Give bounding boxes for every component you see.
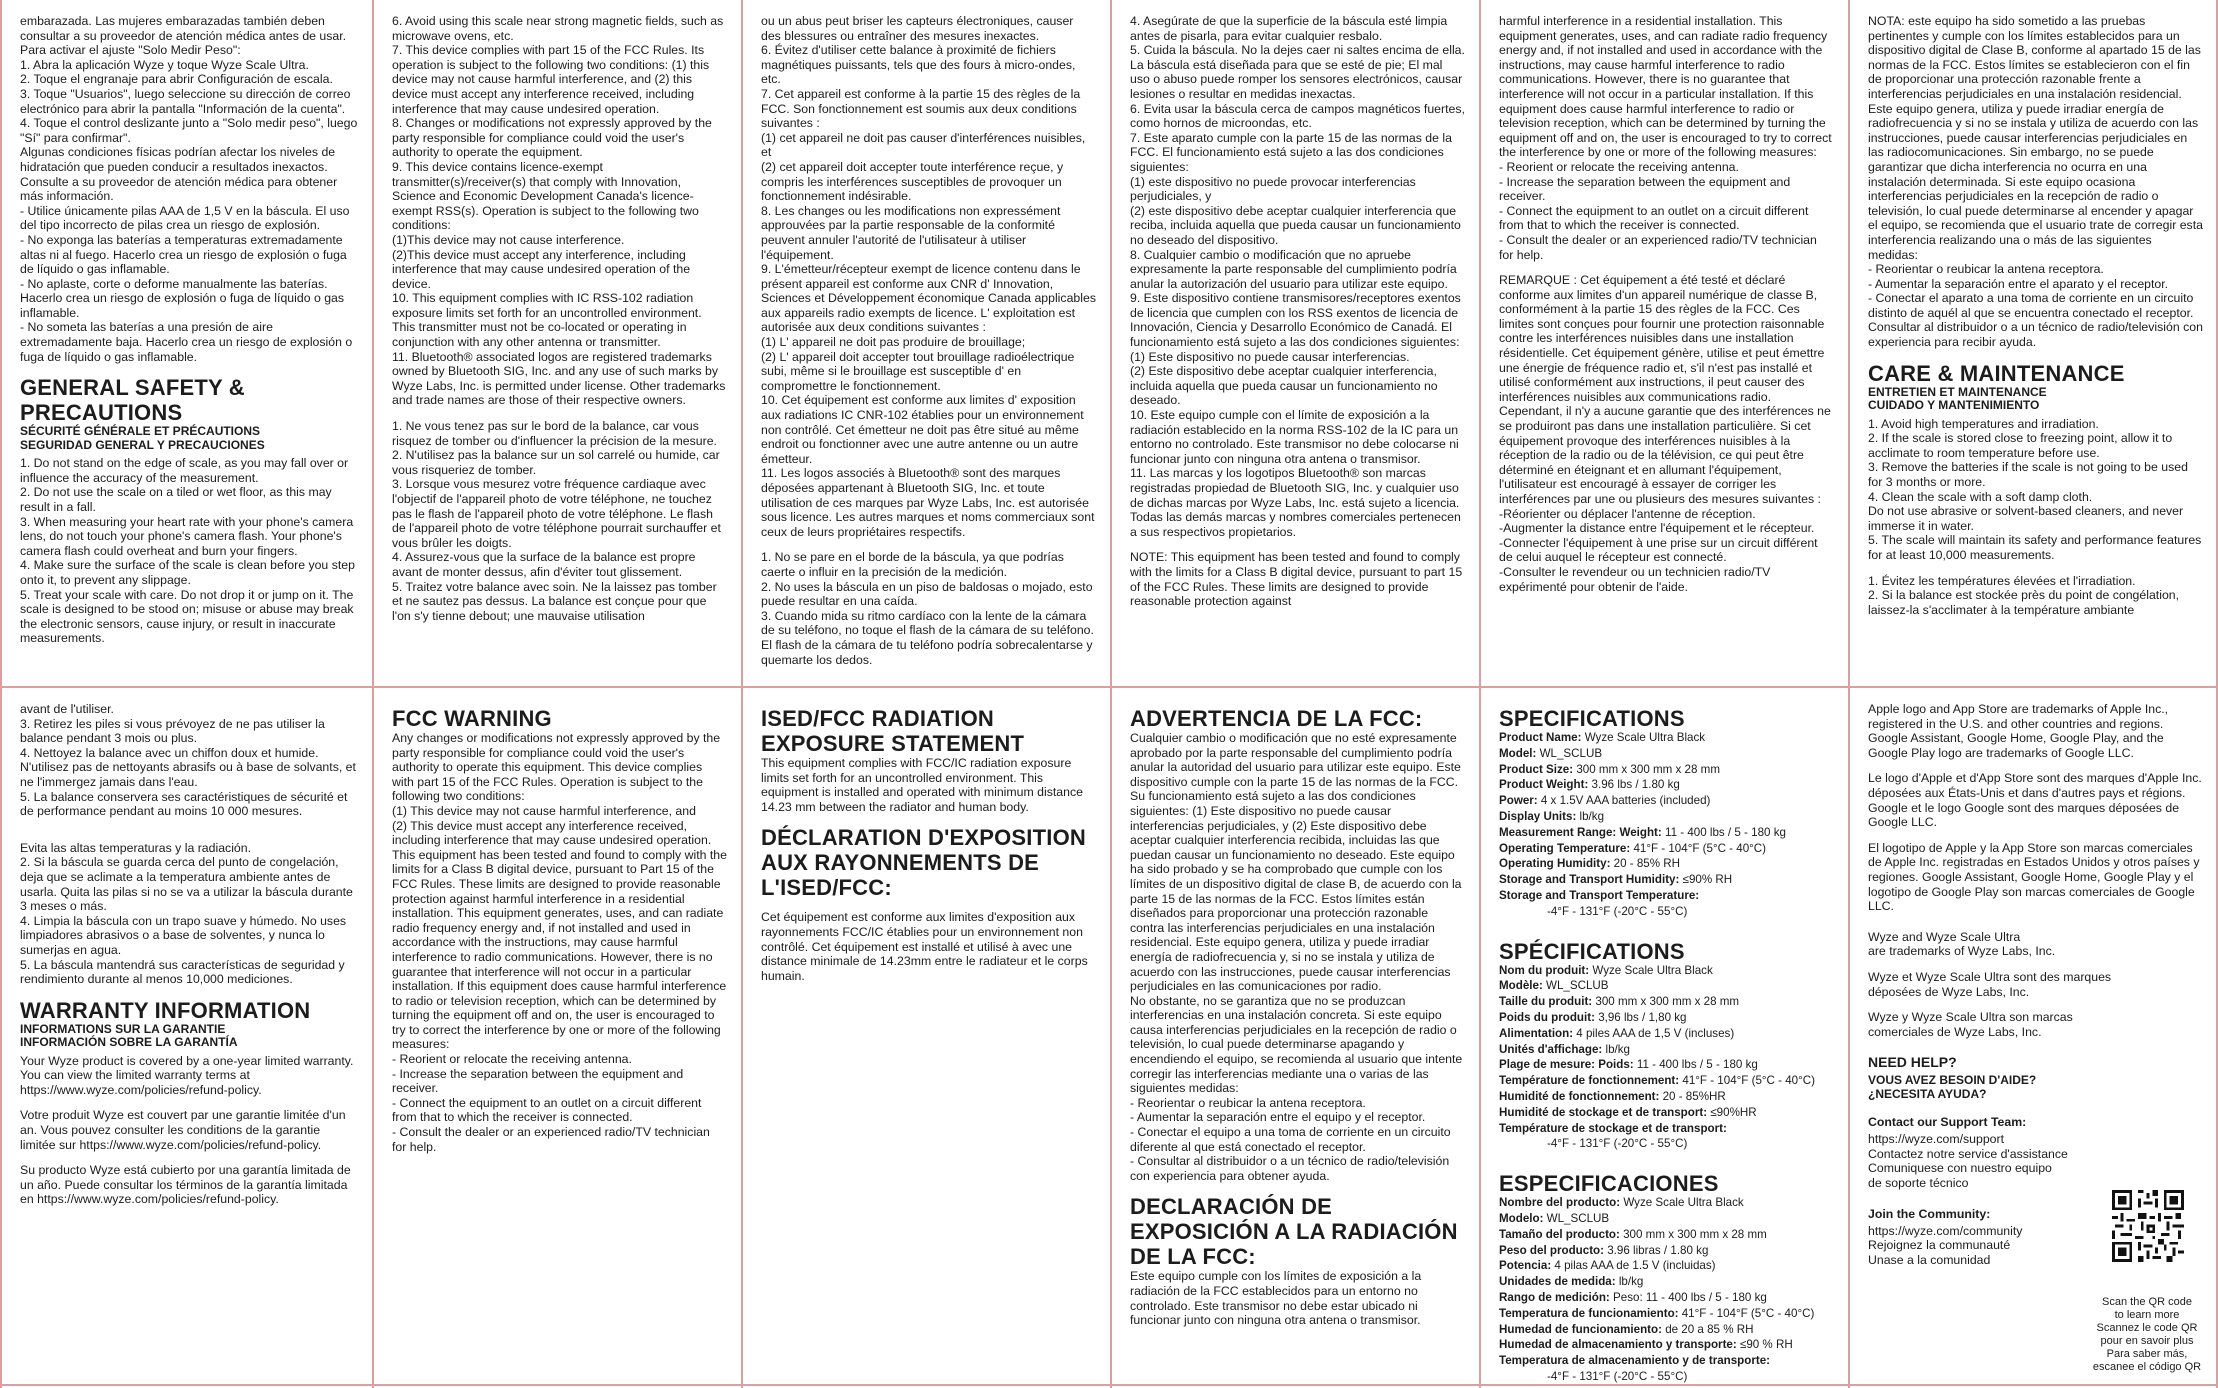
spec-label: Poids du produit: bbox=[1499, 1010, 1595, 1024]
spec-value: 20 - 85%HR bbox=[1659, 1089, 1726, 1103]
panel-top-4 bbox=[1110, 14, 1479, 686]
spec-value: -4°F - 131°F (-20°C - 55°C) bbox=[1547, 904, 1688, 918]
spec-value: 41°F - 104°F (5°C - 40°C) bbox=[1678, 1306, 1815, 1320]
care-list-french: 1. Évitez les températures élevées et l'irradiation. 2. Si la balance est stockée près du point de congélation, laissez-la s'acclimater à la température ambiante bbox=[1868, 573, 2180, 617]
spec-row bbox=[1499, 1090, 1834, 1104]
spec-label: Model: bbox=[1499, 746, 1537, 760]
spec-row bbox=[1499, 763, 1834, 777]
spec-value: Peso: 11 - 400 lbs / 5 - 180 kg bbox=[1609, 1290, 1767, 1304]
safety-list-spanish: 1. No se pare en el borde de la báscula, ya que podrías caerte o influir en la precisión de la medición. 2. No uses la báscula en un piso de baldosas o mojado, esto puede resultar en una caída. 3. Cuando mida su ritmo cardíaco con la lente de la cámara de su teléfono, no toque el flash de la cámara de su teléfono. El flash de la cámara de tu teléfono podría sobrecalentarse y quemarte los dedos. bbox=[761, 550, 1094, 667]
panel-bottom-1 bbox=[0, 702, 372, 1384]
spec-row bbox=[1499, 1011, 1834, 1025]
spec-row bbox=[1499, 1228, 1834, 1242]
care-maintenance-heading: CARE & MAINTENANCE bbox=[1868, 360, 2125, 386]
spec-row bbox=[1499, 1307, 1834, 1321]
fcc-radiation-text-es: Este equipo cumple con los límites de exposición a la radiación de la FCC establecidos para un entorno no controlado. Este transmisor no debe estar ubicado ni funcionar junto con ninguna otra antena o transmisor. bbox=[1130, 1269, 1422, 1328]
spec-label: Temperatura de funcionamiento: bbox=[1499, 1306, 1679, 1320]
panel-bottom-3 bbox=[741, 702, 1110, 1384]
trademark-apple-google-en: Apple logo and App Store are trademarks of Apple Inc., registered in the U.S. and other countries and regions. Google Assistant, Google Home, Google Play, and the Google Play logo are trademarks of Google LLC. bbox=[1868, 702, 2169, 760]
care-list-spanish: Evita las altas temperaturas y la radiación. 2. Si la báscula se guarda cerca del punto de congelación, deja que se aclimate a la temperatura ambiente antes de usarla. Quita las pilas si no se va a utilizar la báscula durante 3 meses o más. 4. Limpia la báscula con un trapo suave y húmedo. No uses limpiadores abrasivos o a base de solventes, y nunca lo sumerjas en agua. 5. La báscula mantendrá sus características de seguridad y rendimiento durante al menos 10,000 mediciones. bbox=[20, 840, 353, 987]
spec-row bbox=[1499, 1244, 1834, 1258]
spec-row bbox=[1499, 1196, 1834, 1210]
spec-label: Nom du produit: bbox=[1499, 963, 1590, 977]
fcc-radiation-heading-es: DECLARACIÓN DE EXPOSICIÓN A LA RADIACIÓN DE LA FCC: bbox=[1130, 1194, 1458, 1270]
spec-row bbox=[1499, 873, 1834, 887]
spec-label: Storage and Transport Humidity: bbox=[1499, 873, 1680, 887]
warranty-english: Your Wyze product is covered by a one-year limited warranty. You can view the limited warranty terms at https://www.wyze.com/policies/refund-policy. bbox=[20, 1053, 354, 1097]
spec-value: Wyze Scale Ultra Black bbox=[1620, 1196, 1744, 1210]
trademark-wyze-fr: Wyze et Wyze Scale Ultra sont des marques déposées de Wyze Labs, Inc. bbox=[1868, 969, 2112, 999]
fcc-warning-heading-es: ADVERTENCIA DE LA FCC: bbox=[1130, 706, 1423, 731]
panel-bottom-6 bbox=[1848, 702, 2218, 1384]
spec-label: Température de stockage et de transport: bbox=[1499, 1121, 1727, 1135]
safety-list-french: 1. Ne vous tenez pas sur le bord de la balance, car vous risquez de tomber ou d'influencer la précision de la mesure. 2. N'utilisez pas la balance sur un sol carrelé ou humide, car vous risqueriez de tomber. 3. Lorsque vous mesurez votre fréquence cardiaque avec l'objectif de l'appareil photo de votre téléphone, ne touchez pas le flash de l'appareil photo de votre téléphone. Le flash de l'appareil photo de votre téléphone pourrait surchauffer et vous brûler les doigts. 4. Assurez-vous que la surface de la balance est propre avant de monter dessus, afin d'éviter tout glissement. 5. Traitez votre balance avec soin. Ne la laissez pas tomber et ne sautez pas dessus. La balance est conçue pour que l'on s'y tienne debout; une mauvaise utilisation bbox=[392, 419, 721, 623]
spec-value: lb/kg bbox=[1576, 809, 1605, 823]
panel-bottom-2 bbox=[372, 702, 741, 1384]
spec-row bbox=[1499, 1323, 1834, 1337]
fold-divider bbox=[0, 686, 2218, 688]
spec-value: de 20 a 85 % RH bbox=[1661, 1322, 1754, 1336]
community-heading: Join the Community: bbox=[1868, 1206, 1991, 1221]
fcc-warning-text-es: Cualquier cambio o modificación que no esté expresamente aprobado por la parte responsable del cumplimiento podría anular la autoridad del usuario para utilizar este equipo. Este dispositivo cumple con la parte 15 de las normas de la FCC. Su funcionamiento está sujeto a las dos condiciones siguientes: (1) Este dispositivo no puede causar interferencias perjudiciales, y (2) Este dispositivo debe aceptar cualquier interferencia recibida, incluidas las que puedan causar un funcionamiento no deseado. Este equipo ha sido probado y se ha comprobado que cumple con los límites de un dispositivo digital de clase B, de acuerdo con la parte 15 de las normas de la FCC. Estos límites están diseñados para proporcionar una protección razonable contra las interferencias perjudiciales en una instalación residencial. Este equipo genera, utiliza y puede irradiar energía de radiofrecuencia y, si no se instala y utiliza de acuerdo con las instrucciones, puede causar interferencias perjudiciales en las comunicaciones por radio. No obstante, no se garantiza que no se produzcan interferencias en una instalación concreta. Si este equipo causa interferencias perjudiciales en la recepción de radio o televisión, lo cual puede determinarse apagando y encendiendo el equipo, se recomienda al usuario que intente corregir las interferencias mediante una o varias de las siguientes medidas: - Reorientar o reubicar la antena receptora. - Aumentar la separación entre el equipo y el receptor. - Conectar el equipo a una toma de corriente en un circuito diferente al que está conectado el receptor. - Consultar al distribuidor o a un técnico de radio/televisión con experiencia para obtener ayuda. bbox=[1130, 731, 1463, 1183]
spec-value: lb/kg bbox=[1615, 1275, 1644, 1289]
spec-label: Modèle: bbox=[1499, 979, 1543, 993]
ised-fcc-radiation-heading-fr: DÉCLARATION D'EXPOSITION AUX RAYONNEMENTS DE L'ISED/FCC: bbox=[761, 825, 1086, 901]
panel-top-3 bbox=[741, 14, 1110, 686]
spec-row bbox=[1499, 1338, 1834, 1352]
spec-label: Rango de medición: bbox=[1499, 1290, 1610, 1304]
spec-row bbox=[1499, 1212, 1834, 1226]
spec-row bbox=[1499, 979, 1834, 993]
spec-value: 4 pilas AAA de 1.5 V (incluidas) bbox=[1551, 1259, 1716, 1273]
need-help-subheading: VOUS AVEZ BESOIN D'AIDE? ¿NECESITA AYUDA? bbox=[1868, 1073, 2037, 1101]
bottom-edge bbox=[0, 1384, 2218, 1386]
specs-list-es bbox=[1499, 1196, 1834, 1384]
spec-row bbox=[1499, 1074, 1834, 1088]
spec-value: Wyze Scale Ultra Black bbox=[1589, 963, 1713, 977]
spec-label: Power: bbox=[1499, 794, 1538, 808]
specs-list-en bbox=[1499, 731, 1834, 919]
fcc-warning-heading: FCC WARNING bbox=[392, 706, 552, 731]
spec-value: 3,96 lbs / 1,80 kg bbox=[1594, 1010, 1687, 1024]
spec-label: Taille du produit: bbox=[1499, 995, 1593, 1009]
spec-value: 300 mm x 300 mm x 28 mm bbox=[1619, 1227, 1767, 1241]
spec-row bbox=[1499, 1027, 1834, 1041]
spec-row bbox=[1499, 810, 1834, 824]
spec-label: Plage de mesure: Poids: bbox=[1499, 1058, 1634, 1072]
support-text: https://wyze.com/support Contactez notre service d'assistance Comuniquese con nuestro equipo de soporte técnico bbox=[1868, 1132, 2068, 1191]
specs-list-fr bbox=[1499, 964, 1834, 1152]
spec-label: Modelo: bbox=[1499, 1211, 1544, 1225]
warranty-heading: WARRANTY INFORMATION bbox=[20, 997, 311, 1023]
spec-label: Product Size: bbox=[1499, 762, 1574, 776]
spec-label: Humidité de fonctionnement: bbox=[1499, 1089, 1660, 1103]
spec-label: Peso del producto: bbox=[1499, 1243, 1604, 1257]
specs-heading-es: ESPECIFICACIONES bbox=[1499, 1171, 1719, 1197]
ised-fcc-radiation-heading: ISED/FCC RADIATION EXPOSURE STATEMENT bbox=[761, 706, 1025, 756]
need-help-heading: NEED HELP? bbox=[1868, 1054, 1957, 1071]
spec-label: Unidades de medida: bbox=[1499, 1275, 1616, 1289]
spec-row bbox=[1499, 1275, 1834, 1289]
warranty-spanish: Su producto Wyze está cubierto por una garantía limitada de un año. Puede consultar los términos de la garantía limitada en https://www.wyze.com/policies/refund-policy. bbox=[20, 1163, 351, 1207]
spec-row bbox=[1499, 964, 1834, 978]
spec-value: 3.96 lbs / 1.80 kg bbox=[1588, 778, 1680, 792]
spec-row bbox=[1499, 857, 1834, 871]
fcc-note-french: REMARQUE : Cet équipement a été testé et déclaré conforme aux limites d'un appareil numérique de classe B, conformément à la partie 15 des règles de la FCC. Ces limites sont conçues pour fournir une protection raisonnable contre les interférences nuisibles dans une installation résidentielle. Cet équipement génère, utilise et peut émettre une énergie de fréquence radio et, s'il n'est pas installé et utilisé conformément aux instructions, il peut causer des interférences nuisibles aux communications radio. Cependant, il n'y a aucune garantie que des interférences ne se produiront pas dans une installation particulière. Si cet équipement provoque des interférences nuisibles à la réception de la radio ou de la télévision, ce qui peut être déterminé en éteignant et en allumant l'équipement, l'utilisateur est encouragé à essayer de corriger les interférences par une ou plusieurs des mesures suivantes : -Réorienter ou déplacer l'antenne de réception. -Augmenter la distance entre l'équipement et le récepteur. -Connecter l'équipement à une prise sur un circuit différent de celui auquel le récepteur est connecté. -Consulter le revendeur ou un technicien radio/TV expérimenté pour obtenir de l'aide. bbox=[1499, 273, 1831, 594]
qr-caption: Scan the QR code to learn more Scannez le code QR pour en savoir plus Para saber más, escanee el código QR bbox=[2092, 1296, 2202, 1373]
trademark-apple-google-es: El logotipo de Apple y la App Store son marcas comerciales de Apple Inc. registradas en Estados Unidos y otros países y regiones. Google Assistant, Google Home, Google Play y el logotipo de Google Play son marcas comerciales de Google LLC. bbox=[1868, 840, 2200, 914]
trademark-wyze-es: Wyze y Wyze Scale Ultra son marcas comerciales de Wyze Labs, Inc. bbox=[1868, 1010, 2073, 1039]
spec-row bbox=[1499, 1137, 1834, 1151]
panel-bottom-4 bbox=[1110, 702, 1479, 1384]
spec-label: Humedad de almacenamiento y transporte: bbox=[1499, 1338, 1737, 1352]
spec-value: 41°F - 104°F (5°C - 40°C) bbox=[1679, 1074, 1815, 1088]
safety-list-english: 6. Avoid using this scale near strong magnetic fields, such as microwave ovens, etc. 7. This device complies with part 15 of the FCC Rules. Its operation is subject to the following two conditions: (1) this device may not cause harmful interference, and (2) this device must accept any interference received, including interference that may cause undesired operation. 8. Changes or modifications not expressly approved by the party responsible for compliance could void the user's authority to operate the equipment. 9. This device contains licence-exempt transmitter(s)/receiver(s) that comply with Innovation, Science and Economic Development Canada's licence-exempt RSS(s). Operation is subject to the following two conditions: (1)This device may not cause interference. (2)This device must accept any interference, including interference that may cause undesired operation of the device. 10. This equipment complies with IC RSS-102 radiation exposure limits set forth for an uncontrolled environment. This transmitter must not be co-located or operating in conjunction with any other antenna or transmitter. 11. Bluetooth® associated logos are registered trademarks owned by Bluetooth SIG, Inc. and any use of such marks by Wyze Labs, Inc. is permitted under license. Other trademarks and trade names are those of their respective owners. bbox=[392, 14, 726, 408]
spec-value: -4°F - 131°F (-20°C - 55°C) bbox=[1547, 1369, 1688, 1383]
fcc-note-spanish: NOTA: este equipo ha sido sometido a las pruebas pertinentes y cumple con los límites establecidos para un dispositivo digital de Clase B, conforme al apartado 15 de las normas de la FCC. Estos límites se establecieron con el fin de proporcionar una protección razonable frente a interferencias perjudiciales en una instalación residencial. Este equipo genera, utiliza y puede irradiar energía de radiofrecuencia y si no se instala y utiliza de acuerdo con las instrucciones, puede causar interferencias perjudiciales en las radiocomunicaciones. Sin embargo, no se puede garantizar que dicha interferencia no ocurra en una instalación determinada. Si este equipo ocasiona interferencias perjudiciales en la recepción de radio o televisión, lo cual puede determinarse al encender y apagar el equipo, se recomienda que el usuario trate de corregir esta interferencia realizando una o más de las siguientes medidas: - Reorientar o reubicar la antena receptora. - Aumentar la separación entre el aparato y el receptor. - Conectar el aparato a una toma de corriente en un circuito distinto de aquél al que se encuentra conectado el receptor. Consultar al distribuidor o a un técnico de radio/televisión con experiencia para recibir ayuda. bbox=[1868, 14, 2203, 350]
spec-value: ≤90 % RH bbox=[1736, 1338, 1793, 1352]
general-safety-list: 1. Do not stand on the edge of scale, as you may fall over or influence the accuracy of the measurement. 2. Do not use the scale on a tiled or wet floor, as this may result in a fall. 3. When measuring your heart rate with your phone's camera lens, do not touch your phone's camera flash. Your phone's camera flash could overheat and burn your fingers. 4. Make sure the surface of the scale is clean before you step onto it, to prevent any slippage. 5. Treat your scale with care. Do not drop it or jump on it. The scale is designed to be stood on; misuse or abuse may break the electronic sensors, cause injury, or result in inaccurate measurements. bbox=[20, 456, 355, 646]
spec-row bbox=[1499, 1370, 1834, 1384]
spec-row bbox=[1499, 826, 1834, 840]
spec-value: 11 - 400 lbs / 5 - 180 kg bbox=[1633, 1058, 1758, 1072]
fcc-warning-text: Any changes or modifications not expressly approved by the party responsible for compliance could void the user's authority to operate this equipment. This device complies with part 15 of the FCC Rules. Operation is subject to the following two conditions: (1) This device may not cause harmful interference, and (2) This device must accept any interference received, including interference that may cause undesired operation. This equipment has been tested and found to comply with the limits for a Class B digital device, pursuant to Part 15 of the FCC Rules. These limits are designed to provide reasonable protection against harmful interference in a residential installation. This equipment generates, uses, and can radiate radio frequency energy and, if not installed and used in accordance with the instructions, may cause harmful interference to radio communications. However, there is no guarantee that interference will not occur in a particular installation. If this equipment does cause harmful interference to radio or television reception, which can be determined by turning the equipment off and on, the user is encouraged to try to correct the interference by one or more of the following measures: - Reorient or relocate the receiving antenna. - Increase the separation between the equipment and receiver. - Connect the equipment to an outlet on a circuit different from that to which the receiver is connected. - Consult the dealer or an experienced radio/TV technician for help. bbox=[392, 731, 727, 1154]
spec-label: Operating Temperature: bbox=[1499, 841, 1631, 855]
safety-list-french-cont: ou un abus peut briser les capteurs électroniques, causer des blessures ou entraîner des mesures inexactes. 6. Évitez d'utiliser cette balance à proximité de fichiers magnétiques puissants, tels que des fours à micro-ondes, etc. 7. Cet appareil est conforme à la partie 15 des règles de la FCC. Son fonctionnement est soumis aux deux conditions suivantes : (1) cet appareil ne doit pas causer d'interférences nuisibles, et (2) cet appareil doit accepter toute interférence reçue, y compris les interférences susceptibles de provoquer un fonctionnement indésirable. 8. Les changes ou les modifications non expressément approuvées par la partie responsable de la conformité peuvent annuler l'autorité de l'utilisateur à utiliser l'équipement. 9. L'émetteur/récepteur exempt de licence contenu dans le présent appareil est conforme aux CNR d' Innovation, Sciences et Développement économique Canada applicables aux appareils radio exempts de licence. L' exploitation est autorisée aux deux conditions suivantes : (1) L' appareil ne doit pas produire de brouillage; (2) L' appareil doit accepter tout brouillage radioélectrique subi, même si le brouillage est susceptible d' en compromettre le fonctionnement. 10. Cet équipement est conforme aux limites d' exposition aux radiations IC CNR-102 établies pour un environnement non contrôlé. Cet émetteur ne doit pas être situé au même endroit ou fonctionner avec une autre antenne ou un autre émetteur. 11. Les logos associés à Bluetooth® sont des marques déposées appartenant à Bluetooth SIG, Inc. et toute utilisation de ces marques par Wyze Labs, Inc. est autorisée sous licence. Les autres marques et noms commerciaux sont ceux de leurs propriétaires respectifs. bbox=[761, 14, 1096, 539]
spec-row bbox=[1499, 842, 1834, 856]
fcc-note-english: NOTE: This equipment has been tested and found to comply with the limits for a Class B digital device, pursuant to part 15 of the FCC Rules. These limits are designed to provide reasonable protection against bbox=[1130, 550, 1463, 609]
qr-code-icon[interactable] bbox=[2112, 1190, 2184, 1262]
safety-list-spanish-cont: 4. Asegúrate de que la superficie de la báscula esté limpia antes de pisarla, para evitar cualquier resbalo. 5. Cuida la báscula. No la dejes caer ni saltes encima de ella. La báscula está diseñada para que se esté de pie; El mal uso o abuso puede romper los sensores electrónicos, causar lesiones o resultar en medidas inexactas. 6. Evita usar la báscula cerca de campos magnéticos fuertes, como hornos de microondas, etc. 7. Este aparato cumple con la parte 15 de las normas de la FCC. El funcionamiento está sujeto a las dos condiciones siguientes: (1) este dispositivo no puede provocar interferencias perjudiciales, y (2) este dispositivo debe aceptar cualquier interferencia que reciba, incluida aquella que pueda causar un funcionamiento no deseado del dispositivo. 8. Cualquier cambio o modificación que no apruebe expresamente la parte responsable del cumplimiento podría anular la autorización del usuario para utilizar este equipo. 9. Este dispositivo contiene transmisores/receptores exentos de licencia que cumplen con los RSS exentos de licencia de Innovación, Ciencia y Desarrollo Económico de Canadá. El funcionamiento está sujeto a las dos condiciones siguientes: (1) Este dispositivo no puede causar interferencias. (2) Este dispositivo debe aceptar cualquier interferencia, incluida aquella que pueda causar un funcionamiento no deseado. 10. Este equipo cumple con el límite de exposición a la radiación establecido en la norma RSS-102 de la IC para un entorno no controlado. Este transmisor no debe colocarse ni funcionar junto con ninguna otra antena o transmisor. 11. Las marcas y los logotipos Bluetooth® son marcas registradas propiedad de Bluetooth SIG, Inc. y cualquier uso de dichas marcas por Wyze Labs, Inc. está sujeto a licencia. Todas las demás marcas y nombres comerciales pertenecen a sus respectivos propietarios. bbox=[1130, 14, 1465, 539]
spec-label: Unités d'affichage: bbox=[1499, 1042, 1603, 1056]
spec-row bbox=[1499, 731, 1834, 745]
spec-value: WL_SCLUB bbox=[1543, 1211, 1610, 1225]
spec-label: Temperatura de almacenamiento y de transporte: bbox=[1499, 1354, 1771, 1368]
trademark-apple-google-fr: Le logo d'Apple et d'App Store sont des marques d'Apple Inc. déposées aux États-Unis et dans d'autres pays et régions. Google et le logo Google sont des marques déposées de Google LLC. bbox=[1868, 771, 2202, 830]
spec-value: 4 x 1.5V AAA batteries (included) bbox=[1537, 794, 1711, 808]
spec-label: Potencia: bbox=[1499, 1259, 1552, 1273]
ised-fcc-radiation-text-fr: Cet équipement est conforme aux limites d'exposition aux rayonnements FCC/IC établies pour un environnement non contrôlé. Cet équipement est installé et utilisé à avec une distance minimale de 14.23mm entre le radiateur et le corps humain. bbox=[761, 910, 1088, 983]
spec-row bbox=[1499, 794, 1834, 808]
spec-value: 4 piles AAA de 1,5 V (incluses) bbox=[1573, 1026, 1735, 1040]
spec-row bbox=[1499, 1058, 1834, 1072]
trademark-wyze-en: Wyze and Wyze Scale Ultra are trademarks of Wyze Labs, Inc. bbox=[1868, 929, 2056, 959]
general-safety-subheading: SÉCURITÉ GÉNÉRALE ET PRÉCAUTIONS SEGURIDAD GENERAL Y PRECAUCIONES bbox=[20, 424, 265, 452]
spec-row bbox=[1499, 905, 1834, 919]
spec-row bbox=[1499, 1122, 1834, 1136]
spec-value: WL_SCLUB bbox=[1536, 746, 1603, 760]
spec-label: Operating Humidity: bbox=[1499, 857, 1611, 871]
specs-heading-fr: SPÉCIFICATIONS bbox=[1499, 938, 1685, 964]
spec-value: 300 mm x 300 mm x 28 mm bbox=[1592, 995, 1740, 1009]
spec-label: Measurement Range: Weight: bbox=[1499, 825, 1662, 839]
warranty-subheading: INFORMATIONS SUR LA GARANTIE INFORMACIÓN SOBRE LA GARANTÍA bbox=[20, 1021, 238, 1050]
spec-label: Storage and Transport Temperature: bbox=[1499, 888, 1700, 902]
care-list-english: 1. Avoid high temperatures and irradiation. 2. If the scale is stored close to freezing point, allow it to acclimate to room temperature before use. 3. Remove the batteries if the scale is not going to be used for 3 months or more. 4. Clean the scale with a soft damp cloth. Do not use abrasive or solvent-based cleaners, and never immerse it in water. 5. The scale will maintain its safety and performance features for at least 10,000 measurements. bbox=[1868, 416, 2202, 562]
panel-top-2 bbox=[372, 14, 741, 686]
spec-label: Nombre del producto: bbox=[1499, 1196, 1621, 1210]
spec-label: Product Name: bbox=[1499, 731, 1582, 744]
spec-label: Température de fonctionnement: bbox=[1499, 1074, 1680, 1088]
spec-label: Display Units: bbox=[1499, 809, 1577, 823]
spec-row bbox=[1499, 778, 1834, 792]
panel-top-6 bbox=[1848, 14, 2218, 686]
spec-label: Humedad de funcionamiento: bbox=[1499, 1322, 1662, 1336]
specs-heading-en: SPECIFICATIONS bbox=[1499, 706, 1685, 731]
support-heading: Contact our Support Team: bbox=[1868, 1115, 2027, 1130]
spec-value: -4°F - 131°F (-20°C - 55°C) bbox=[1547, 1137, 1688, 1151]
spec-row bbox=[1499, 1291, 1834, 1305]
spec-row bbox=[1499, 1043, 1834, 1057]
spec-label: Humidité de stockage et de transport: bbox=[1499, 1105, 1708, 1119]
spec-value: 11 - 400 lbs / 5 - 180 kg bbox=[1661, 825, 1786, 839]
panel-top-1 bbox=[0, 14, 372, 686]
panel-bottom-5 bbox=[1479, 702, 1848, 1384]
spec-value: ≤90%HR bbox=[1707, 1105, 1757, 1119]
spec-label: Product Weight: bbox=[1499, 778, 1589, 792]
warranty-french: Votre produit Wyze est couvert par une garantie limitée d'un an. Vous pouvez consulter les conditions de la garantie limitée sur https://www.wyze.com/policies/refund-policy. bbox=[20, 1108, 346, 1152]
spec-value: WL_SCLUB bbox=[1542, 979, 1609, 993]
care-list-french-cont: avant de l'utiliser. 3. Retirez les piles si vous prévoyez de ne pas utiliser la balance pendant 3 mois ou plus. 4. Nettoyez la balance avec un chiffon doux et humide. N'utilisez pas de nettoyants abrasifs ou à base de solvants, et ne l'immergez jamais dans l'eau. 5. La balance conservera ses caractéristiques de sécurité et de performance pendant au moins 10 000 mesures. bbox=[20, 702, 356, 819]
spec-value: 20 - 85% RH bbox=[1610, 857, 1681, 871]
spec-value: 3.96 libras / 1.80 kg bbox=[1604, 1243, 1709, 1257]
spec-label: Tamaño del producto: bbox=[1499, 1227, 1620, 1241]
spec-label: Alimentation: bbox=[1499, 1026, 1574, 1040]
spec-row bbox=[1499, 995, 1834, 1009]
spec-value: 300 mm x 300 mm x 28 mm bbox=[1573, 762, 1720, 776]
care-maintenance-subheading: ENTRETIEN ET MAINTENANCE CUIDADO Y MANTENIMIENTO bbox=[1868, 384, 2047, 413]
spec-value: Wyze Scale Ultra Black bbox=[1581, 731, 1706, 744]
panel-top-5 bbox=[1479, 14, 1848, 686]
spec-value: 41°F - 104°F (5°C - 40°C) bbox=[1630, 841, 1767, 855]
community-text: https://wyze.com/community Rejoignez la communauté Unase a la comunidad bbox=[1868, 1223, 2023, 1267]
spec-row bbox=[1499, 747, 1834, 761]
fcc-note-english-cont: harmful interference in a residential installation. This equipment generates, uses, and can radiate radio frequency energy and, if not installed and used in accordance with the instructions, may cause harmful interference to radio communications. However, there is no guarantee that interference will not occur in a particular installation. If this equipment does cause harmful interference to radio or television reception, which can be determined by turning the equipment off and on, the user is encouraged to try to correct the interference by one or more of the following measures: - Reorient or relocate the receiving antenna. - Increase the separation between the equipment and receiver. - Connect the equipment to an outlet on a circuit different from that to which the receiver is connected. - Consult the dealer or an experienced radio/TV technician for help. bbox=[1499, 14, 1832, 262]
spec-row bbox=[1499, 1259, 1834, 1273]
spanish-safety-text: embarazada. Las mujeres embarazadas también deben consultar a su proveedor de atención médica antes de usar. Para activar el ajuste "Solo Medir Peso": 1. Abra la aplicación Wyze y toque Wyze Scale Ultra. 2. Toque el engranaje para abrir Configuración de escala. 3. Toque "Usuarios", luego seleccione su dirección de correo electrónico para abrir la pantalla "Información de la cuenta". 4. Toque el control deslizante junto a "Solo medir peso", luego "Sí" para confirmar". Algunas condiciones físicas podrían afectar los niveles de hidratación que pueden conducir a resultados inexactos. Consulte a su proveedor de atención médica para obtener más información. - Utilice únicamente pilas AAA de 1,5 V en la báscula. El uso del tipo incorrecto de pilas crea un riesgo de explosión. - No exponga las baterías a temperaturas extremadamente altas ni al fuego. Hacerlo crea un riesgo de explosión o fuga de líquido o gas inflamable. - No aplaste, corte o deforme manualmente las baterías. Hacerlo crea un riesgo de explosión o fuga de líquido o gas inflamable. - No someta las baterías a una presión de aire extremadamente baja. Hacerlo crea un riesgo de explosión o fuga de líquido o gas inflamable. bbox=[20, 14, 358, 364]
general-safety-heading: GENERAL SAFETY & PRECAUTIONS bbox=[20, 375, 245, 426]
spec-value: lb/kg bbox=[1602, 1042, 1630, 1056]
ised-fcc-radiation-text: This equipment complies with FCC/IC radiation exposure limits set forth for an uncontrolled environment. This equipment is installed and operated with minimum distance 14.23 mm between the radiator and human body. bbox=[761, 756, 1083, 814]
spec-row bbox=[1499, 889, 1834, 903]
spec-row bbox=[1499, 1354, 1834, 1368]
spec-row bbox=[1499, 1106, 1834, 1120]
spec-value: ≤90% RH bbox=[1679, 873, 1733, 887]
